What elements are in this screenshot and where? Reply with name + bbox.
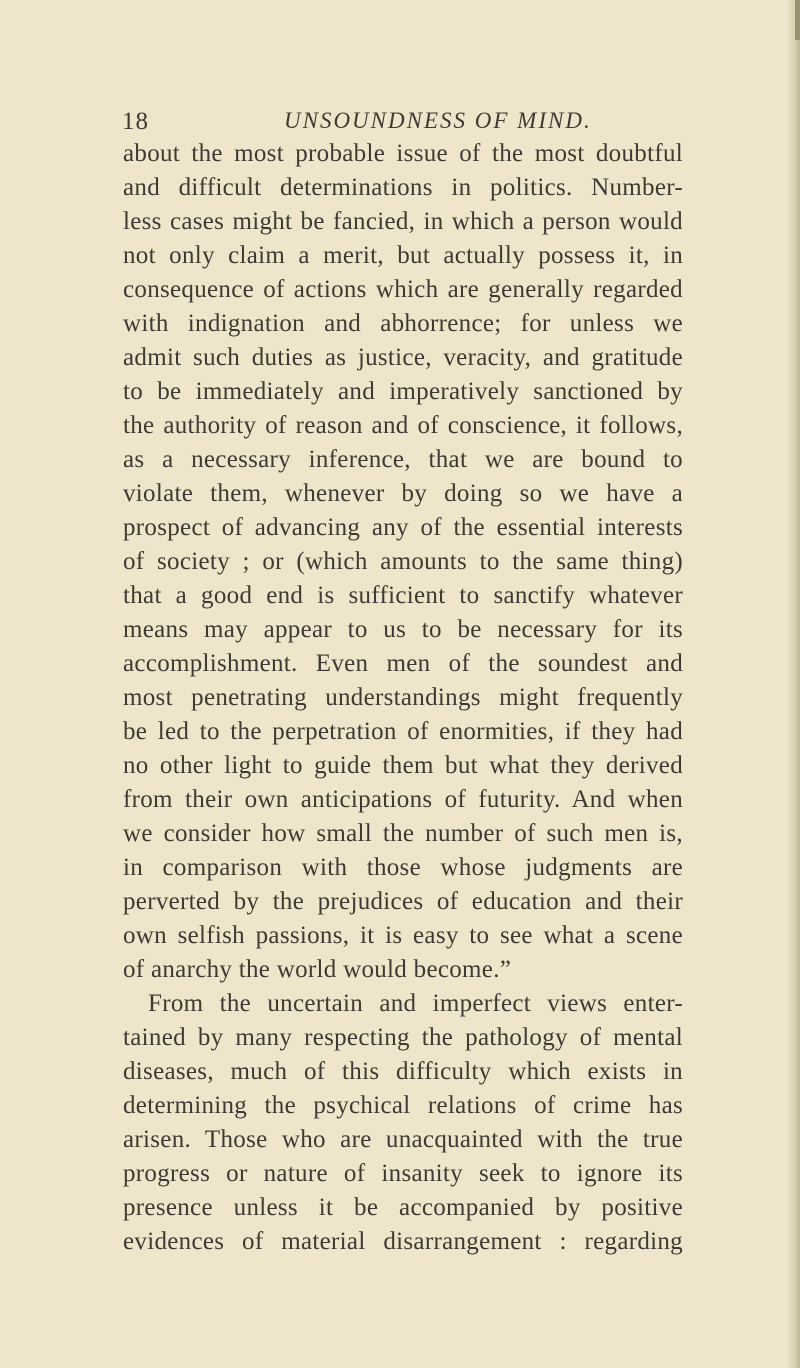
text-line: evidences of material disarrangement : regarding	[123, 1228, 683, 1255]
text-line: be led to the perpetration of enormities, if they had	[123, 718, 683, 745]
text-line: most penetrating understandings might frequently	[123, 684, 683, 711]
text-line: of society ; or (which amounts to the same thing)	[123, 548, 683, 575]
text-line: tained by many respecting the pathology of mental	[123, 1024, 683, 1051]
text-line: violate them, whenever by doing so we have a	[123, 480, 683, 507]
text-line: and difficult determinations in politics. Number-	[123, 174, 683, 201]
text-line: of anarchy the world would become.”	[123, 956, 512, 983]
running-head: UNSOUNDNESS OF MIND.	[284, 108, 592, 133]
text-line: that a good end is sufficient to sanctify whatever	[123, 582, 683, 609]
text-line: less cases might be fancied, in which a person would	[123, 208, 683, 235]
text-line: not only claim a merit, but actually possess it, in	[123, 242, 683, 269]
page-number: 18	[122, 108, 149, 135]
text-line: determining the psychical relations of crime has	[123, 1092, 683, 1119]
text-line: in comparison with those whose judgments are	[123, 854, 683, 881]
text-line: no other light to guide them but what they derived	[123, 752, 683, 779]
paragraph-2	[123, 987, 683, 1259]
paragraph-1	[123, 137, 683, 987]
text-line: admit such duties as justice, veracity, and gratitude	[123, 344, 683, 371]
text-line: the authority of reason and of conscience, it follows,	[123, 412, 683, 439]
text-line: arisen. Those who are unacquainted with the true	[123, 1126, 683, 1153]
text-line: accomplishment. Even men of the soundest and	[123, 650, 683, 677]
text-line: From the uncertain and imperfect views enter-	[148, 990, 683, 1017]
text-line: progress or nature of insanity seek to ignore its	[123, 1160, 683, 1187]
page-edge	[788, 0, 800, 1368]
text-line: about the most probable issue of the most doubtful	[123, 140, 683, 167]
text-line: to be immediately and imperatively sanctioned by	[123, 378, 683, 405]
text-line: presence unless it be accompanied by positive	[123, 1194, 683, 1221]
text-line: own selfish passions, it is easy to see what a scene	[123, 922, 683, 949]
body-text	[123, 137, 683, 1259]
text-line: consequence of actions which are generally regarded	[123, 276, 683, 303]
text-line: means may appear to us to be necessary for its	[123, 616, 683, 643]
text-line: from their own anticipations of futurity. And when	[123, 786, 683, 813]
text-line: prospect of advancing any of the essential interests	[123, 514, 683, 541]
text-line: with indignation and abhorrence; for unless we	[123, 310, 683, 337]
text-line: as a necessary inference, that we are bound to	[123, 446, 683, 473]
text-line: we consider how small the number of such men is,	[123, 820, 683, 847]
text-line: perverted by the prejudices of education and their	[123, 888, 683, 915]
text-line: diseases, much of this difficulty which exists in	[123, 1058, 683, 1085]
